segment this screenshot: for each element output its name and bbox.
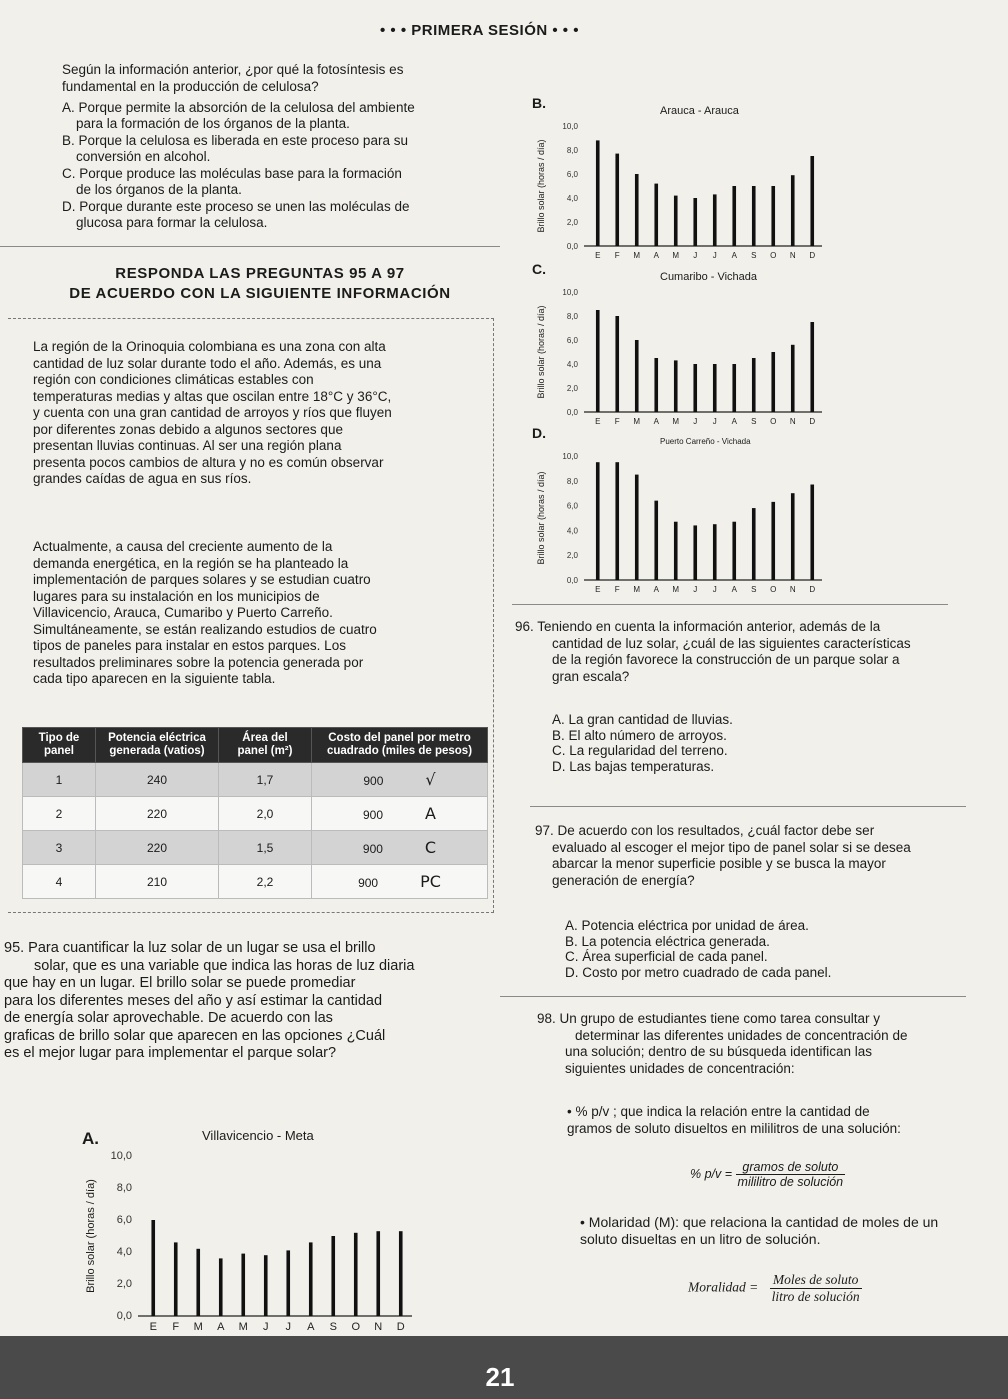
x-tick-label: O [770, 417, 777, 426]
x-tick-label: D [809, 585, 816, 594]
y-tick-label: 10,0 [562, 122, 578, 131]
header-panel-type: Tipo de panel [23, 728, 96, 763]
x-tick-label: O [351, 1321, 361, 1333]
y-tick-label: 8,0 [116, 1182, 132, 1194]
chart-cumaribo [530, 262, 830, 432]
table-row: 1 240 1,7 900 √ [23, 763, 488, 797]
bar [771, 352, 775, 412]
bar [615, 154, 619, 246]
bar [219, 1258, 223, 1316]
x-tick-label: F [614, 251, 620, 260]
x-tick-label: D [809, 251, 816, 260]
option-b[interactable]: B. Porque la celulosa es liberada en este proceso para su conversión en alcohol. [62, 133, 408, 164]
bar [376, 1231, 380, 1316]
handwritten-mark: C [424, 838, 437, 857]
bar [771, 186, 775, 246]
y-tick-label: 4,0 [566, 526, 578, 536]
y-axis-label: Brillo solar (horas / día) [536, 305, 546, 399]
x-tick-label: A [653, 251, 659, 260]
chart-title: Villavicencio - Meta [202, 1128, 314, 1143]
x-tick-label: J [263, 1321, 269, 1333]
x-tick-label: N [789, 251, 796, 260]
y-axis-label: Brillo solar (horas / día) [536, 139, 546, 233]
bar [596, 462, 600, 580]
y-tick-label: 2,0 [116, 1278, 132, 1290]
x-tick-label: M [633, 417, 641, 426]
bar [791, 175, 795, 246]
divider [512, 604, 948, 605]
previous-question-options [62, 100, 482, 230]
x-tick-label: J [285, 1321, 291, 1333]
panel-table [22, 727, 488, 899]
bar [654, 358, 658, 412]
x-tick-label: E [595, 251, 601, 260]
option-c[interactable]: C. Área superficial de cada panel. [565, 949, 768, 964]
bar [810, 485, 814, 580]
option-c[interactable]: C. Porque produce las moléculas base para la formación de los órganos de la planta. [62, 166, 402, 197]
x-tick-label: M [672, 417, 680, 426]
bar [791, 345, 795, 412]
option-b[interactable]: B. El alto número de arroyos. [552, 727, 727, 743]
x-tick-label: A [731, 417, 737, 426]
previous-question-stem: Según la información anterior, ¿por qué la fotosíntesis es fundamental en la producción de celulosa? [62, 62, 404, 94]
bar [693, 525, 697, 580]
x-tick-label: S [329, 1321, 337, 1333]
bar [196, 1249, 200, 1316]
y-tick-label: 0,0 [116, 1310, 132, 1322]
y-tick-label: 0,0 [566, 576, 578, 585]
bar [309, 1242, 313, 1316]
x-tick-label: S [751, 585, 757, 594]
divider [530, 806, 966, 807]
bar [635, 340, 639, 412]
bar [635, 475, 639, 580]
formula-molaridad: Moralidad = $\frac{\text{Moles de soluto}}{\text{litro de solución}}$ [688, 1272, 860, 1304]
header-area: Área del panel (m²) [219, 728, 312, 763]
x-tick-label: D [809, 417, 816, 426]
y-tick-label: 2,0 [566, 551, 578, 561]
bar [241, 1254, 245, 1316]
bullet-molaridad: • Molaridad (M): que relaciona la cantidad de moles de un soluto disueltas en un litro de solución. [580, 1214, 939, 1247]
x-tick-label: F [614, 585, 620, 594]
bar [693, 198, 697, 246]
table-row: 4 210 2,2 900 PC [23, 865, 488, 899]
divider [500, 996, 966, 997]
bar [674, 522, 678, 580]
session-title: • • • PRIMERA SESIÓN • • • [380, 22, 579, 39]
context-box-right-border [493, 318, 494, 913]
bar [713, 524, 717, 580]
context-box-top-border [8, 318, 494, 319]
bullet-percent-pv: • % p/v ; que indica la relación entre la cantidad de gramos de soluto disueltos en mililitros de una solución: [567, 1104, 901, 1136]
x-tick-label: A [731, 251, 737, 260]
chart-title: Cumaribo - Vichada [660, 271, 758, 283]
bar [732, 186, 736, 246]
bar [615, 316, 619, 412]
page-number: 21 [485, 1362, 515, 1392]
option-d[interactable]: D. Las bajas temperaturas. [552, 758, 715, 774]
chart-arauca [530, 96, 830, 266]
x-tick-label: N [374, 1321, 383, 1333]
bar [752, 508, 756, 580]
bar [151, 1220, 155, 1316]
y-tick-label: 0,0 [566, 242, 578, 251]
question-95: 95. Para cuantificar la luz solar de un lugar se usa el brillo solar, que es una variable que indica las horas de luz diaria que hay en un lugar. El brillo solar se puede promediar para los diferentes meses del año y así estimar la cantidad de energía solar aprovechable. De acuerdo con las graficas de brillo solar que aparecen en las opciones ¿Cuál es el mejor lugar para implementar el parque solar? [4, 940, 415, 1061]
option-b[interactable]: B. La potencia eléctrica generada. [565, 933, 770, 949]
chart-title: Arauca - Arauca [660, 105, 739, 117]
x-tick-label: S [751, 417, 757, 426]
chart-option-label: B. [532, 96, 546, 111]
section-heading: RESPONDA LAS PREGUNTAS 95 A 97 DE ACUERDO CON LA SIGUIENTE INFORMACIÓN [69, 265, 451, 302]
question-96-stem: 96. Teniendo en cuenta la información anterior, además de la cantidad de luz solar, ¿cuál de las siguientes características de la región favorece la construcción de un parque solar a gran escala? [515, 619, 911, 684]
x-tick-label: J [712, 417, 717, 426]
y-axis-label: Brillo solar (horas / día) [536, 471, 546, 565]
context-paragraph-2: Actualmente, a causa del creciente aumento de la demanda energética, en la región se ha planteado la implementación de parques solares y se estudian cuatro lugares para su instalación en los municipios de Villavicencio, Arauca, Cumaribo y Puerto Carreño. Simultáneamente, se están realizando estudios de cuatro tipos de paneles para instalar en estos parques. Los resultados preliminares sobre la potencia generada por cada tipo aparecen en la siguiente tabla. [33, 539, 377, 686]
bar [174, 1242, 178, 1316]
y-tick-label: 10,0 [110, 1150, 132, 1162]
x-tick-label: J [693, 251, 698, 260]
x-tick-label: E [595, 417, 601, 426]
divider [0, 246, 500, 247]
x-tick-label: A [731, 585, 737, 594]
x-tick-label: F [614, 417, 620, 426]
bar [399, 1231, 403, 1316]
chart-title: Puerto Carreño - Vichada [660, 437, 751, 446]
bar [635, 174, 639, 246]
x-tick-label: F [172, 1321, 180, 1333]
bar [354, 1233, 358, 1316]
x-tick-label: O [770, 585, 777, 594]
table-row: 3 220 1,5 900 C [23, 831, 488, 865]
y-tick-label: 6,0 [116, 1214, 132, 1226]
x-tick-label: M [633, 251, 641, 260]
x-tick-label: E [149, 1321, 157, 1333]
question-96-options [552, 712, 852, 774]
x-tick-label: N [789, 417, 796, 426]
bar [732, 364, 736, 412]
y-tick-label: 4,0 [566, 360, 578, 369]
question-97-options [565, 918, 905, 980]
header-power: Potencia eléctrica generada (vatios) [96, 728, 219, 763]
chart-option-label: A. [82, 1129, 99, 1148]
bar [752, 358, 756, 412]
bar [693, 364, 697, 412]
chart-option-label: D. [532, 426, 546, 441]
bar [654, 184, 658, 246]
bar [615, 462, 619, 580]
context-paragraph-1: La región de la Orinoquia colombiana es una zona con alta cantidad de luz solar durante todo el año. Además, es una región con condiciones climáticas estables con temperaturas medias y altas que oscilan entre 18°C y 36°C, y cuenta con una gran cantidad de arroyos y ríos que fluyen por diferentes zonas debido a algunos sectores que presentan lluvias continuas. Al ser una región plana presenta pocos cambios de altura y no es común observar grandes caídas de agua en sus ríos. [33, 339, 392, 486]
bar [771, 502, 775, 580]
x-tick-label: D [396, 1321, 405, 1333]
y-tick-label: 10,0 [562, 288, 578, 297]
bar [791, 493, 795, 580]
chart-option-label: C. [532, 262, 546, 277]
table-row: 2 220 2,0 900 A [23, 797, 488, 831]
x-tick-label: O [770, 251, 777, 260]
y-tick-label: 8,0 [566, 146, 578, 155]
x-tick-label: M [633, 585, 641, 594]
x-tick-label: J [693, 585, 698, 594]
y-tick-label: 8,0 [566, 476, 578, 486]
y-tick-label: 0,0 [566, 408, 578, 417]
bar [713, 194, 717, 246]
bar [732, 522, 736, 580]
x-tick-label: M [672, 585, 680, 594]
option-c[interactable]: C. La regularidad del terreno. [552, 743, 728, 758]
handwritten-mark: A [425, 804, 436, 823]
y-tick-label: 6,0 [566, 501, 578, 511]
y-tick-label: 2,0 [566, 218, 578, 227]
x-tick-label: N [789, 585, 796, 594]
bar [713, 364, 717, 412]
y-tick-label: 2,0 [566, 384, 578, 393]
context-box-bottom-border [8, 912, 494, 913]
option-d[interactable]: D. Porque durante este proceso se unen las moléculas de glucosa para formar la celulosa. [62, 199, 410, 230]
bar [596, 140, 600, 246]
header-cost: Costo del panel por metro cuadrado (miles de pesos) [312, 728, 488, 763]
y-tick-label: 10,0 [562, 452, 578, 461]
y-tick-label: 4,0 [116, 1246, 132, 1258]
bar [264, 1255, 268, 1316]
handwritten-mark: PC [420, 872, 441, 891]
option-a[interactable]: A. Porque permite la absorción de la celulosa del ambiente para la formación de los órganos de la planta. [62, 100, 415, 131]
x-tick-label: M [672, 251, 680, 260]
y-tick-label: 6,0 [566, 336, 578, 345]
bar [596, 310, 600, 412]
y-axis-label: Brillo solar (horas / día) [85, 1179, 97, 1293]
x-tick-label: A [217, 1321, 225, 1333]
x-tick-label: M [193, 1321, 203, 1333]
bar [810, 322, 814, 412]
bar [810, 156, 814, 246]
x-tick-label: E [595, 585, 601, 594]
x-tick-label: J [693, 417, 698, 426]
handwritten-mark: √ [425, 770, 436, 789]
bar [674, 196, 678, 246]
x-tick-label: A [307, 1321, 315, 1333]
bar [286, 1250, 290, 1316]
bar [331, 1236, 335, 1316]
option-a[interactable]: A. Potencia eléctrica por unidad de área. [565, 918, 809, 933]
y-tick-label: 6,0 [566, 170, 578, 179]
bar [752, 186, 756, 246]
x-tick-label: M [238, 1321, 248, 1333]
x-tick-label: S [751, 251, 757, 260]
bar [674, 360, 678, 412]
y-tick-label: 8,0 [566, 312, 578, 321]
question-98-stem: 98. Un grupo de estudiantes tiene como tarea consultar y determinar las diferentes unidades de concentración de una solución; dentro de su búsqueda identifican las siguientes unidades de concentración: [537, 1011, 908, 1076]
x-tick-label: A [653, 585, 659, 594]
bar [654, 501, 658, 580]
option-a[interactable]: A. La gran cantidad de lluvias. [552, 712, 733, 727]
x-tick-label: J [712, 251, 717, 260]
formula-percent-pv: % p/v = $\frac{\text{gramos de soluto}}{\text{mililitro de solución}}$ [690, 1160, 844, 1189]
x-tick-label: J [712, 585, 717, 594]
table-header-row [23, 728, 488, 763]
question-97-stem: 97. De acuerdo con los resultados, ¿cuál factor debe ser evaluado al escoger el mejor tipo de panel solar si se desea abarcar la menor superficie posible y se busca la mayor generación de energía? [535, 823, 911, 888]
chart-puerto-carreno [530, 426, 830, 600]
chart-villavicencio [80, 1120, 420, 1338]
x-tick-label: A [653, 417, 659, 426]
option-d[interactable]: D. Costo por metro cuadrado de cada panel. [565, 964, 832, 980]
y-tick-label: 4,0 [566, 194, 578, 203]
